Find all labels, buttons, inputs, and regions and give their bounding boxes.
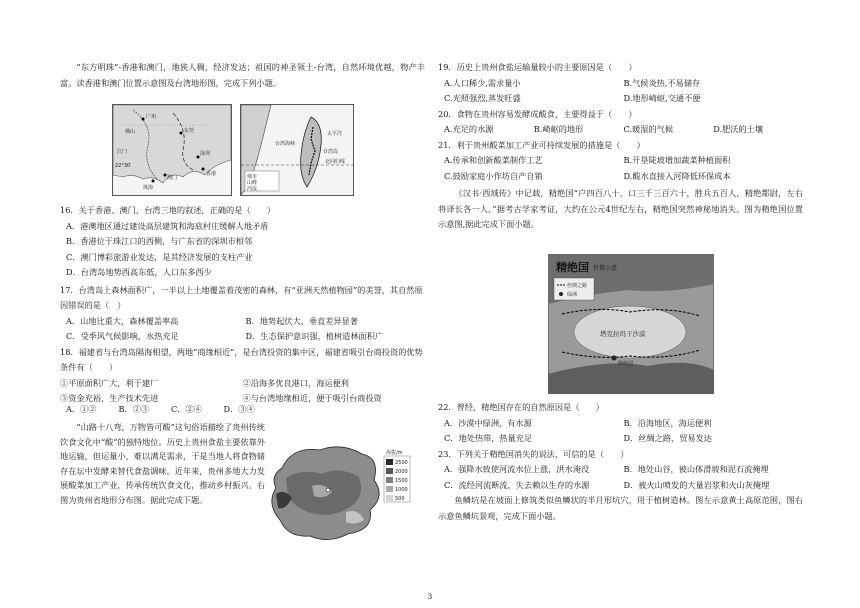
q23-option-b[interactable]: B．地处山谷，被山体滑坡和泥石流掩埋: [623, 464, 769, 474]
intro-jingjue: 《汉书·西域传》中记载，精绝国“户四百八十，口三千三百六十，胜兵五百人，精绝都尉，左右将译长各一人。”据考古学家考证，大约在公元4世纪左右，精绝国突然神秘地消失。图为精绝国位置示意图,据此完成下面小题。: [438, 188, 803, 229]
map3-legend-1500: 1500: [395, 478, 408, 484]
left-column: [60, 60, 425, 91]
map2-label-tropic: 北回归线: [325, 159, 346, 165]
q16-option-b[interactable]: B．香港位于珠江口的西侧，与广东省的深圳市相邻: [66, 236, 253, 246]
q16-block: [60, 203, 425, 407]
q16-option-a[interactable]: A．港澳地区通过建设高层建筑和海底村庄缓解人地矛盾: [66, 220, 269, 231]
map4-place-label: 精绝国: [618, 361, 634, 367]
q21-option-a[interactable]: A.传承和创新酸菜制作工艺: [444, 155, 543, 165]
q20-stem: 20．食物在贵州容易发酵成酸食，主要得益于（ ）: [438, 108, 637, 119]
map4-desert-label: 塔克拉玛干沙漠: [600, 330, 646, 338]
map1-label-macao: 澳门: [167, 175, 178, 181]
q17-option-b[interactable]: B．地势起伏大，垂直差异显著: [245, 315, 358, 326]
map1-label-jiangmen: 江门: [117, 149, 128, 155]
jingjue-location-map: [548, 254, 714, 394]
map1-latitude: 22°30′: [115, 163, 132, 169]
q18-option-b[interactable]: B．②③: [118, 404, 150, 414]
q18-option-c[interactable]: C．②④: [171, 404, 202, 414]
map1-label-foshan: 佛山: [125, 129, 136, 135]
q16-option-c[interactable]: C．澳门博彩旅游业发达，是其经济发展的支柱产业: [66, 251, 253, 262]
map4-title-main: 精绝国: [556, 261, 589, 274]
map2-label-pacific: 太平洋: [327, 131, 343, 137]
intro-guizhou: “山路十八弯，万物皆可酸”这句俗语描绘了贵州传统饮食文化中“酸”的独特地位。历史上贵州食盐主要依靠外地运输，但运量小，难以满足需求，于是当地人将食物储存在坛中发酵来替代食盐调味。近年来，贵州多地大力发展酸菜加工产业，传承传统饮食文化，推动乡村振兴。右图为贵州省地形分布图。据此完成下题。: [60, 422, 265, 505]
q18-item-1: ①平原面积广大，利于建厂: [60, 377, 159, 388]
map4-legend-oasis: 绿洲: [567, 292, 578, 298]
taiwan-terrain-map: [240, 104, 354, 196]
q18-options: [66, 402, 276, 418]
q16-stem: 16．关于香港、澳门、台湾三地的叙述，正确的是（ ）: [60, 205, 276, 215]
q21-option-d[interactable]: D.酸水直接入河降低环保成本: [623, 170, 731, 181]
q17-option-a[interactable]: A．山地比重大，森林覆盖率高: [66, 315, 179, 326]
q22-option-a[interactable]: A．沙漠中绿洲，有水源: [444, 417, 532, 428]
map2-legend-city: 城市: [247, 174, 258, 180]
page-number: 3: [427, 593, 433, 601]
map1-label-zhuhai: 珠海: [143, 185, 154, 191]
right-bottom-questions: [438, 400, 803, 524]
map4-legend-silkroad: 丝绸之路: [567, 283, 588, 289]
map4-title-sub: 位置示意: [593, 265, 618, 272]
q20-option-b[interactable]: B.崎岖的地形: [533, 124, 584, 134]
q22-option-d[interactable]: D．丝绸之路，贸易发达: [623, 433, 712, 443]
map2-legend-river: 河流: [247, 186, 258, 192]
q18-item-2: ②沿海多优良港口，海运便利: [242, 377, 349, 388]
q19-option-b[interactable]: B.气候炎热,不易储存: [623, 77, 701, 88]
q16-option-d[interactable]: D．台湾岛地势西高东低，人口东多西少: [66, 267, 212, 277]
q21-option-b[interactable]: B.开垦陡坡增加蔬菜种植面积: [623, 155, 731, 165]
q19-option-a[interactable]: A.人口稀少,需求量小: [444, 77, 521, 88]
map1-label-dongguan: 东莞: [184, 128, 195, 134]
right-column: [438, 60, 803, 233]
q18-option-a[interactable]: A．①②: [66, 404, 97, 414]
map1-label-guangzhou: 广州: [146, 114, 157, 120]
q18-stem: 18．福建省与台湾岛隔海相望，两地“商缘相近”，是台湾投资的集中区，福建省吸引台商投资的优势条件有（ ）: [60, 346, 423, 372]
q17-option-d[interactable]: D．生态保护意识强，植树造林面积广: [245, 331, 384, 341]
q22-option-c[interactable]: C．地处热带，热量充足: [444, 433, 533, 443]
intro-fish-scale-pits: 鱼鳞坑是在坡面上修筑类似鱼鳞状的半月形坑穴，用于植树造林。图左示意黄土高原范围，图右示意鱼鳞坑景观，完成下面小题。: [438, 495, 803, 521]
map3-legend-1000: 1000: [395, 487, 408, 493]
q20-options: [438, 122, 803, 138]
map2-label-strait: 台湾海峡: [275, 141, 296, 147]
q19-option-c[interactable]: C.光照强烈,蒸发旺盛: [444, 93, 521, 103]
q19-stem: 19．历史上贵州食盐运输量较小的主要原因是（ ）: [438, 62, 637, 72]
intro-hk-macao-taiwan: “东方明珠”-香港和澳门，地狭人稠，经济发达；祖国的神圣领土-台湾，自然环境优越，物产丰富。读香港和澳门位置示意图及台湾地形图，完成下列小题。: [60, 62, 425, 88]
q21-option-c[interactable]: C.鼓励家庭小作坊自产自销: [444, 170, 543, 181]
q22-option-b[interactable]: B．沿海地区，海运便利: [623, 417, 712, 428]
q18-option-d[interactable]: D．③④: [223, 404, 255, 414]
map3-legend-title: 海拔/m: [386, 450, 403, 456]
q17-stem: 17．台湾岛上森林面积广，一半以上土地覆盖着茂密的森林，有“亚洲天然植物园”的美誉，其自然原因错误的是（ ）: [60, 284, 423, 310]
map3-legend-500: 500: [395, 496, 405, 502]
q23-option-c[interactable]: C．流经河流断流，失去赖以生存的水源: [444, 479, 590, 490]
map3-legend-2000: 2000: [395, 469, 408, 475]
q19-option-d[interactable]: D.地形崎岖,交通不便: [623, 93, 701, 103]
q23-option-a[interactable]: A．强降水致使河流水位上涨，洪水淹没: [444, 464, 590, 474]
map3-legend-2500: 2500: [395, 460, 408, 466]
q17-option-c[interactable]: C．受季风气候影响，水热充足: [66, 331, 179, 341]
q20-option-d[interactable]: D.肥沃的土壤: [713, 124, 764, 134]
guizhou-terrain-map: [262, 438, 414, 548]
map1-label-hongkong: 香港: [206, 171, 217, 177]
q20-option-c[interactable]: C.暖湿的气候: [623, 124, 674, 134]
q18-item-3: ③资金充裕，生产技术先进: [60, 393, 159, 403]
q18-item-4: ④与台湾地缘相近，便于吸引台商投资: [242, 393, 382, 403]
q21-stem: 21．利于贵州酸菜加工产业可持续发展的措施是（ ）: [438, 139, 645, 150]
q22-stem: 22．曾经，精绝国存在的自然原因是（ ）: [438, 402, 604, 412]
map2-label-taiwan: 台湾岛: [323, 149, 339, 155]
q23-stem: 23．下列关于精绝国消失的说法，可信的是（ ）: [438, 448, 629, 459]
map2-legend-peak: 山峰: [247, 180, 258, 186]
q20-option-a[interactable]: A.充足的水源: [444, 124, 494, 134]
q23-option-d[interactable]: D．被火山喷发的大量岩浆和火山灰掩埋: [623, 479, 770, 490]
hk-macao-location-map: [112, 104, 232, 196]
guizhou-intro-block: [60, 420, 265, 508]
map1-label-shenzhen: 深圳: [200, 151, 211, 157]
